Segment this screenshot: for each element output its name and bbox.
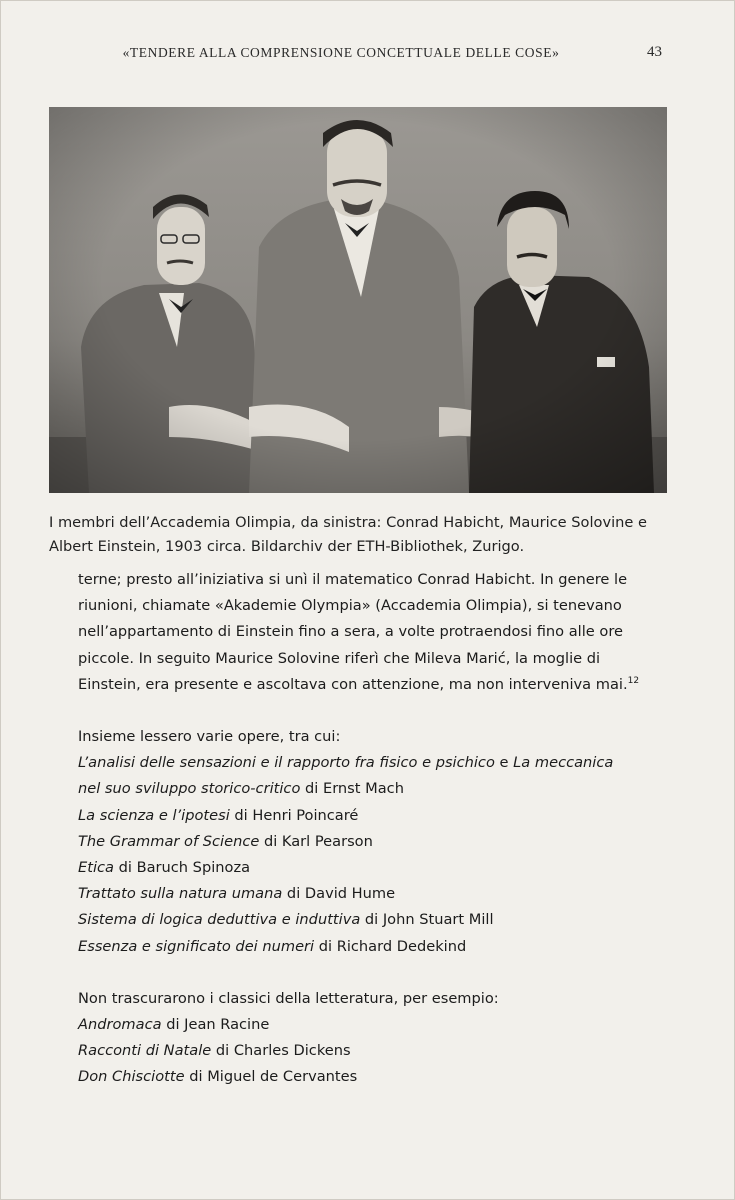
work-author: di Henri Poincaré [229,806,359,824]
classic-item [78,1064,678,1090]
work-title: Essenza e significato dei numeri [78,937,315,955]
classic-author: di Jean Racine [161,1016,270,1034]
body-line: nell’appartamento di Einstein fino a sera, a volte protraendosi fino alle ore [78,623,623,641]
classic-title: Andromaca [78,1016,162,1034]
work-title: nel suo sviluppo storico-critico [78,780,301,798]
work-author: di David Hume [282,885,396,903]
work-item [78,881,678,907]
classic-item [78,1012,678,1038]
body-line: terne; presto all’iniziativa si unì il matematico Conrad Habicht. In genere le [78,571,628,588]
classic-title: Racconti di Natale [78,1042,212,1060]
work-title: Trattato sulla natura umana [78,885,283,903]
classics-intro: Non trascurarono i classici della letteratura, per esempio: [78,989,499,1007]
caption-line: Albert Einstein, 1903 circa. Bildarchiv der ETH-Bibliothek, Zurigo. [49,538,525,555]
work-title: The Grammar of Science [78,832,260,850]
work-title: La meccanica [513,754,614,772]
caption-line: I membri dell’Accademia Olimpia, da sinistra: Conrad Habicht, Maurice Solovine e [49,514,648,531]
works-intro: Insieme lessero varie opere, tra cui: [78,728,341,746]
classic-item [78,1038,678,1064]
body-line [78,672,678,698]
body-line: piccole. In seguito Maurice Solovine riferì che Mileva Marić, la moglie di [78,649,601,667]
running-head: «TENDERE ALLA COMPRENSIONE CONCETTUALE DELLE COSE» [122,45,560,60]
work-author: di Baruch Spinoza [113,859,251,877]
work-title: Etica [78,859,114,877]
work-title: Sistema di logica deduttiva e induttiva [78,911,361,929]
footnote-ref: 12 [627,675,640,686]
classic-author: di Miguel de Cervantes [184,1068,358,1086]
figure-caption [49,511,689,559]
photo-illustration [49,107,667,493]
work-item [78,855,678,881]
work-connector: e [494,754,514,772]
work-author: di Karl Pearson [259,832,373,850]
work-item [78,750,678,776]
work-item [78,907,678,933]
classic-title: Don Chisciotte [78,1068,185,1086]
body-line: riunioni, chiamate «Akademie Olympia» (Accademia Olimpia), si tenevano [78,597,622,615]
historical-photo [49,107,667,493]
work-author: di Ernst Mach [300,780,404,798]
body-text [78,567,678,1091]
classic-author: di Charles Dickens [211,1042,351,1060]
work-author: di Richard Dedekind [314,937,467,955]
body-line-text: Einstein, era presente e ascoltava con attenzione, ma non interveniva mai. [78,675,628,693]
page-number: 43 [647,44,662,60]
work-title: La scienza e l’ipotesi [78,806,230,824]
work-item [78,934,678,960]
work-item [78,829,678,855]
work-item [78,803,678,829]
work-title: L’analisi delle sensazioni e il rapporto fra fisico e psichico [78,754,495,772]
work-author: di John Stuart Mill [360,911,494,929]
work-item [78,776,678,802]
